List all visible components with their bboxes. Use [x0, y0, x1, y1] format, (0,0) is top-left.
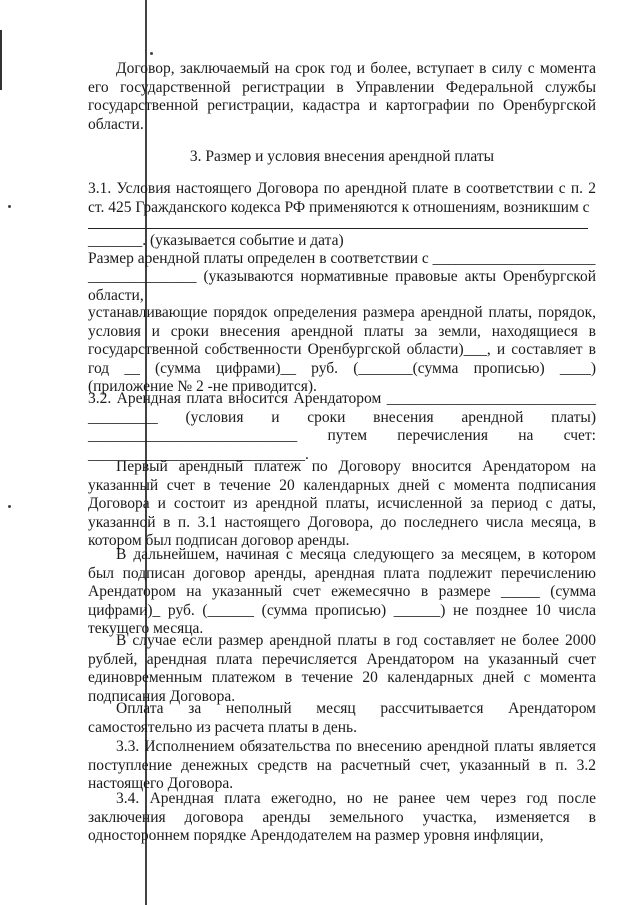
- paragraph-size-1: Размер арендной платы определен в соответствии с _____________________: [88, 250, 596, 267]
- paragraph-partial-month: Оплата за неполный месяц рассчитывается Арендатором самостоятельно из расчета платы в день.: [88, 700, 596, 736]
- scan-speck: [8, 505, 11, 508]
- paragraph-further-payments: В дальнейшем, начиная с месяца следующего за месяцем, в котором был подписан договор аренды, арендная плата подлежит перечислению Арендатором на указанный счет ежемесячно в размере _____ (сумма цифрами)_ руб. (______ (сумма прописью) ______) не позднее 10 числа текущего месяца.: [88, 546, 596, 637]
- section-title: 3. Размер и условия внесения арендной платы: [189, 148, 495, 165]
- scan-artifact-left: [0, 30, 2, 90]
- scan-speck: [8, 205, 11, 208]
- paragraph-3-1-event: _______. (указывается событие и дата): [88, 232, 344, 249]
- blank-line: [88, 228, 588, 229]
- paragraph-size-2: ______________ (указываются нормативные правовые акты Оренбургской области,: [88, 268, 596, 304]
- paragraph-registration: Договор, заключаемый на срок год и более, вступает в силу с момента его государственной регистрации в Управлении Федеральной службы государственной регистрации, кадастра и картографии по Оренбургской области.: [88, 60, 596, 133]
- paragraph-first-payment: Первый арендный платеж по Договору вносится Арендатором на указанный счет в течение 20 календарных дней с момента подписания Договора и состоит из арендной платы, исчисленной за период с даты, указанной в п. 3.1 настоящего Договора, до последнего числа месяца, в котором был подписан договор аренды.: [88, 458, 596, 549]
- paragraph-2000-rubles: В случае если размер арендной платы в год составляет не более 2000 рублей, арендная плата перечисляется Арендатором на указанный счет единовременным платежом в течение 20 календарных дней с момента подписания Договора.: [88, 632, 596, 705]
- paragraph-3-2: 3.2. Арендная плата вносится Арендатором ___________________________ _________ (условия и сроки внесения арендной платы) ___________________________ путем перечисления на счет: ____________________________.: [88, 390, 596, 463]
- paragraph-3-3: 3.3. Исполнением обязательства по внесению арендной платы является поступление денежных средств на расчетный счет, указанный в п. 3.2 настоящего Договора.: [88, 738, 596, 792]
- paragraph-3-4: 3.4. Арендная плата ежегодно, но не ранее чем через год после заключения договора аренды земельного участка, изменяется в одностороннем порядке Арендодателем на размер уровня инфляции,: [88, 790, 596, 844]
- paragraph-size-3: устанавливающие порядок определения размера арендной платы, порядок, условия и сроки внесения арендной платы за земли, находящиеся в государственной собственности Оренбургской области)___, и составляет в год __ (сумма цифрами)__ руб. (_______(сумма прописью) ____) (приложение № 2 -не приводится).: [88, 304, 596, 395]
- scan-speck: [150, 52, 153, 55]
- paragraph-3-1: 3.1. Условия настоящего Договора по арендной плате в соответствии с п. 2 ст. 425 Гражданского кодекса РФ применяются к отношениям, возникшим с: [88, 180, 596, 216]
